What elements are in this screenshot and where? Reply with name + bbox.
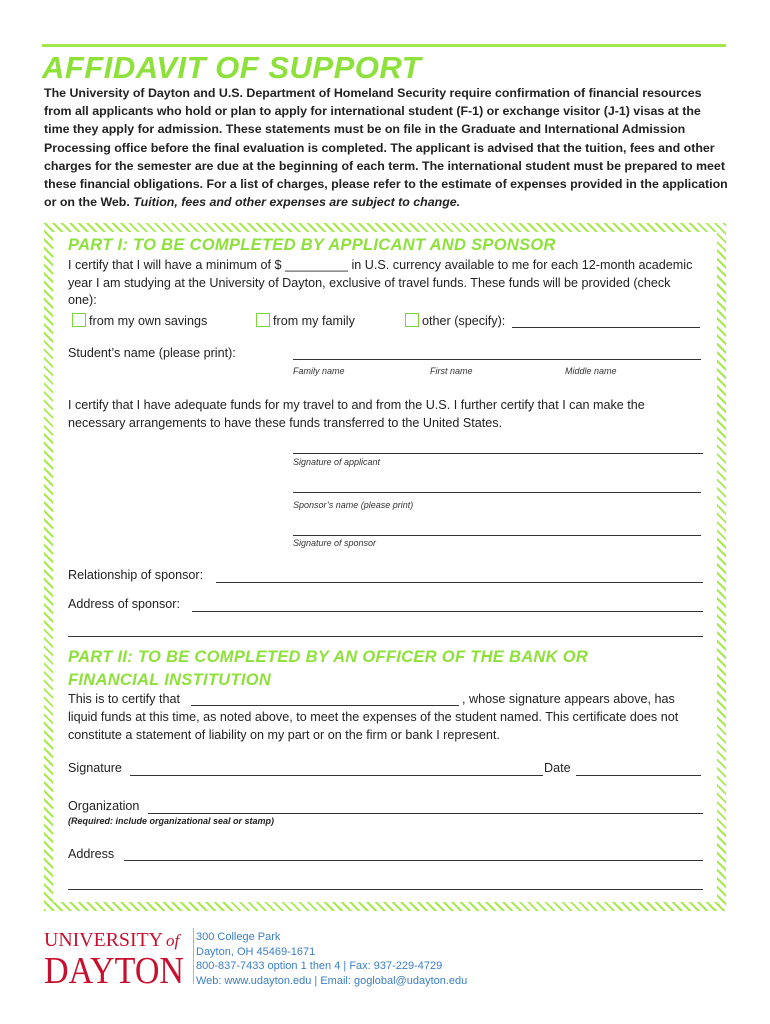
part2-title-line1: PART II: TO BE COMPLETED BY AN OFFICER OF THE BANK OR (68, 648, 589, 666)
logo-dayton: DAYTON (44, 950, 184, 986)
footer-address-line2: Dayton, OH 45469-1671 (196, 945, 316, 958)
option-savings[interactable] (72, 313, 207, 331)
footer-divider (193, 928, 194, 984)
university-of-dayton-logo (44, 926, 186, 986)
option-other-label: other (specify): (422, 314, 506, 328)
part2-certify-text: liquid funds at this time, as noted above, to meet the expenses of the student named. This certificate does not constitute a statement of liability on my part or on the firm or bank I represent. (68, 710, 679, 742)
other-specify-field[interactable] (512, 327, 700, 328)
sponsor-address-label: Address of sponsor: (68, 597, 181, 611)
applicant-signature-field[interactable] (293, 453, 703, 454)
footer-phone: 800-837-7433 option 1 then 4 | Fax: 937-229-4729 (196, 960, 443, 972)
bank-address-field-2[interactable] (68, 889, 703, 890)
date-field[interactable] (576, 775, 701, 776)
sponsor-name-label: Sponsor’s name (please print) (293, 500, 414, 510)
sponsor-address-field[interactable] (192, 611, 703, 612)
relationship-label: Relationship of sponsor: (68, 568, 204, 582)
middle-name-label: Middle name (565, 366, 617, 376)
sponsor-address-field-2[interactable] (68, 636, 703, 637)
student-name-field[interactable] (293, 359, 701, 360)
intro-paragraph (44, 84, 728, 211)
relationship-field[interactable] (216, 582, 703, 583)
option-savings-label: from my own savings (89, 314, 208, 328)
date-label: Date (544, 761, 571, 775)
sponsor-signature-label: Signature of sponsor (293, 538, 377, 548)
option-family-label: from my family (273, 314, 355, 328)
intro-text: The University of Dayton and U.S. Department of Homeland Security require confirmation of financial resources from all applicants who hold or plan to apply for international student (F-1) or exchange visitor (J-1) visas at the time they apply for admission. These statements must be on file in the Graduate and International Admission Processing office before the final evaluation is completed. The applicant is advised that the tuition, fees and other charges for the semester are due at the beginning of each term. The international student must be prepared to meet these financial obligations. For a list of charges, please refer to the estimate of expenses provided in the application or on the Web. (44, 86, 728, 210)
family-checkbox[interactable] (256, 313, 270, 327)
student-certify-field[interactable] (191, 705, 459, 706)
other-checkbox[interactable] (405, 313, 419, 327)
footer-address-line1: 300 College Park (196, 931, 281, 943)
part2-certify-suffix: , whose signature appears above, has (462, 692, 675, 706)
option-family[interactable] (256, 313, 355, 331)
first-name-label: First name (430, 366, 473, 376)
organization-field[interactable] (148, 813, 703, 814)
bank-address-label: Address (68, 847, 115, 861)
sponsor-signature-field[interactable] (293, 535, 701, 536)
option-other[interactable] (405, 313, 505, 331)
organization-label: Organization (68, 799, 140, 813)
part1-title: PART I: TO BE COMPLETED BY APPLICANT AND SPONSOR (68, 236, 556, 254)
top-rule (42, 44, 726, 47)
student-name-label: Student’s name (please print): (68, 346, 236, 360)
travel-funds-text: I certify that I have adequate funds for my travel to and from the U.S. I further certify that I can make the necessary arrangements to have these funds transferred to the United States. (68, 398, 645, 430)
officer-signature-field[interactable] (130, 775, 543, 776)
logo-university: UNIVERSITY (44, 929, 163, 951)
intro-italic-note: Tuition, fees and other expenses are subject to change. (133, 195, 461, 210)
family-name-label: Family name (293, 366, 345, 376)
applicant-signature-label: Signature of applicant (293, 457, 381, 467)
logo-of: of (166, 931, 180, 950)
organization-note: (Required: include organizational seal or stamp) (68, 816, 275, 826)
footer-contact (196, 930, 467, 988)
sponsor-name-field[interactable] (293, 492, 701, 493)
footer-web-email[interactable]: Web: www.udayton.edu | Email: goglobal@udayton.edu (196, 974, 468, 987)
officer-signature-label: Signature (68, 761, 122, 775)
page-title: AFFIDAVIT OF SUPPORT (42, 50, 422, 85)
part2-certify-prefix: This is to certify that (68, 692, 180, 706)
part1-certify-text: I certify that I will have a minimum of $ _________ in U.S. currency available to me for each 12-month academic year I am studying at the University of Dayton, exclusive of travel funds. These funds will be provided (check one): (68, 258, 693, 307)
part2-title-line2: FINANCIAL INSTITUTION (68, 671, 272, 689)
savings-checkbox[interactable] (72, 313, 86, 327)
bank-address-field[interactable] (124, 860, 703, 861)
